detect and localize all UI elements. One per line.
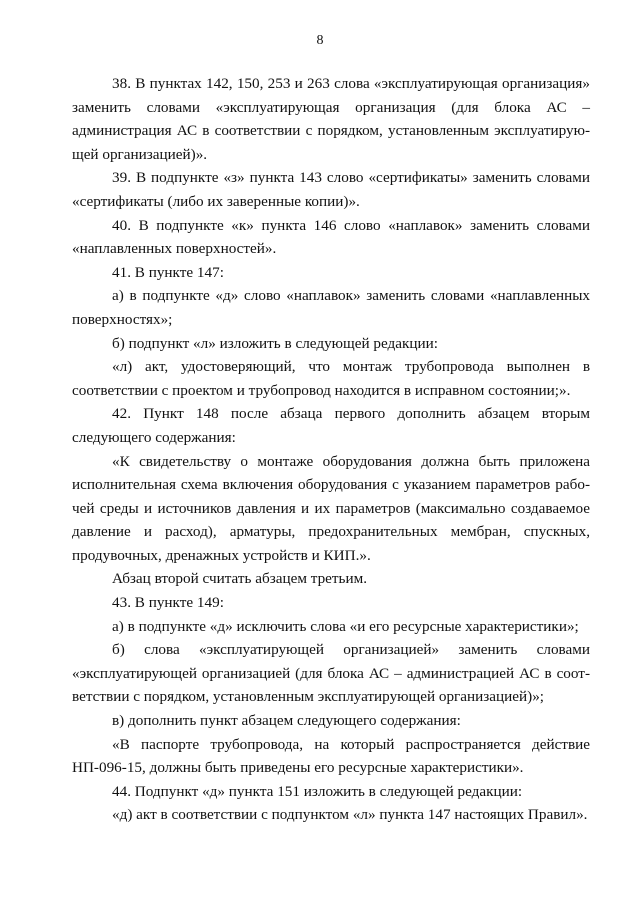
paragraph-44-text: «д) акт в соответствии с подпунктом «л» пункта 147 настоящих Правил». <box>112 806 588 824</box>
paragraph-39: 39. В подпункте «з» пункта 143 слово «сертификаты» заменить словами «сертификаты (либо их заверенные копии)». <box>72 169 590 210</box>
paragraph-40: 40. В подпункте «к» пункта 146 слово «наплавок» заменить словами «наплавленных поверхностей». <box>72 216 590 258</box>
paragraph-43-b: б) слова «эксплуатирующей организацией» заменить словами «эксплуатирующей организацией (для блока АС – администрацией АС в соответствии с порядком, установленным эксплуатирующей организацией)»; <box>72 641 590 706</box>
paragraph-42: 42. Пункт 148 после абзаца первого дополнить абзацем вторым следующего содержания: <box>72 405 590 446</box>
paragraph-43-heading: 43. В пункте 149: <box>112 594 224 612</box>
page-number: 8 <box>316 33 324 48</box>
paragraph-42-text: «К свидетельству о монтаже оборудования должна быть приложена исполнительная схема включения оборудования с указанием параметров рабочей среды и источников давления и их параметров (максимально создаваемое давление и расход), арматуры, предохранительных мембран, спускных, продувочных, дренажных устройств и КИП.». <box>72 452 590 564</box>
paragraph-38: 38. В пунктах 142, 150, 253 и 263 слова «эксплуатирующая организация» заменить словами «эксплуатирующая организация (для блока АС – администрация АС в соответствии с порядком, установленным эксплуатирующей организацией)». <box>72 75 590 163</box>
paragraph-42-note: Абзац второй считать абзацем третьим. <box>112 570 367 588</box>
paragraph-41-b: б) подпункт «л» изложить в следующей редакции: <box>112 334 438 352</box>
paragraph-43-c-text: «В паспорте трубопровода, на который распространяется действие НП-096-15, должны быть приведены его ресурсные характеристики». <box>72 735 590 777</box>
paragraph-41-heading: 41. В пункте 147: <box>112 263 224 281</box>
paragraph-43-a: а) в подпункте «д» исключить слова «и его ресурсные характеристики»; <box>112 617 579 635</box>
paragraph-43-c: в) дополнить пункт абзацем следующего содержания: <box>112 712 461 730</box>
paragraph-44: 44. Подпункт «д» пункта 151 изложить в следующей редакции: <box>112 782 523 800</box>
paragraph-41-b-text: «л) акт, удостоверяющий, что монтаж трубопровода выполнен в соответствии с проектом и трубопровод находится в исправном состоянии;». <box>72 358 590 399</box>
document-body <box>72 72 590 827</box>
paragraph-41-a: а) в подпункте «д» слово «наплавок» заменить словами «наплавленных поверхностях»; <box>72 287 590 328</box>
